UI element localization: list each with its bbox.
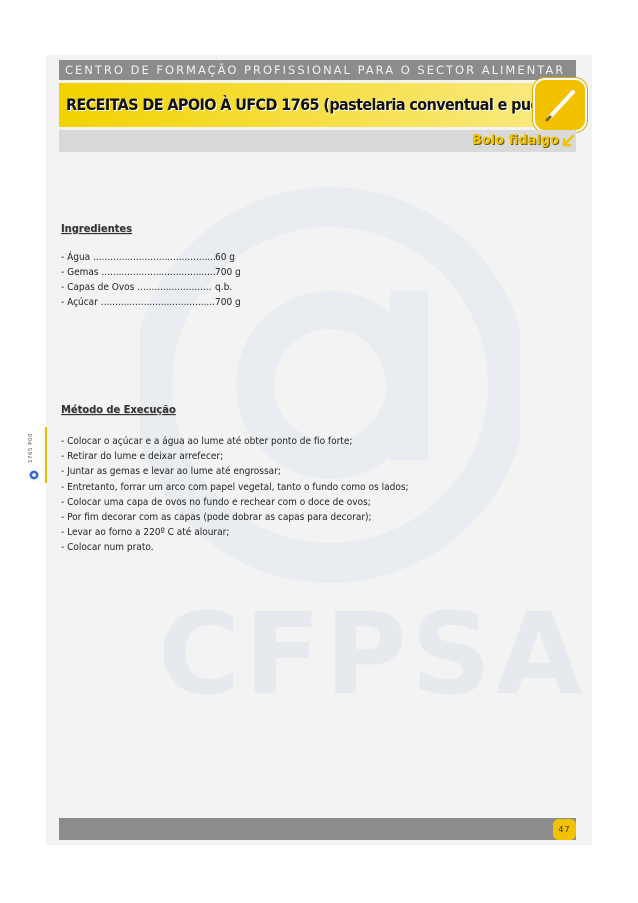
pencil-icon [533,78,587,132]
ingredient-row [61,295,321,310]
method-heading: Método de Execução [61,403,176,416]
method-step: - Levar ao forno a 220º C até alourar; [61,527,230,539]
method-step: - Colocar num prato. [61,542,154,554]
side-code: 1765 P00 [28,432,34,463]
center-name-band: CENTRO DE FORMAÇÃO PROFISSIONAL PARA O SECTOR ALIMENTAR [59,60,576,80]
ingredient-quantity: q.b. [215,282,233,293]
watermark-text: CFPSA [158,590,587,720]
ingredients-list [61,250,321,310]
ingredient-quantity: 700 g [215,267,241,278]
ingredient-row [61,280,321,295]
footer-band [59,818,576,840]
cfpsa-logo-icon [29,470,39,480]
ingredient-row [61,250,321,265]
method-step: - Colocar o açúcar e a água ao lume até obter ponto de fio forte; [61,436,353,447]
method-step: - Entretanto, forrar um arco com papel vegetal, tanto o fundo como os lados; [61,481,409,493]
ingredient-quantity: 60 g [215,252,236,263]
recipe-name: Bolo fidalgo [471,133,559,148]
ingredient-name: - Açúcar ........................................ [61,297,215,308]
page-number: 47 [553,819,576,840]
ingredient-name: - Água ........................................... [61,252,216,263]
ingredient-quantity: 700 g [215,297,241,308]
method-step: - Colocar uma capa de ovos no fundo e rechear com o doce de ovos; [61,496,371,508]
method-step: - Retirar do lume e deixar arrefecer; [61,451,224,463]
method-step: - Juntar as gemas e levar ao lume até engrossar; [61,466,281,478]
document-title: RECEITAS DE APOIO À UFCD 1765 (pastelaria conventual e pudins) [66,95,569,114]
arrow-down-left-icon [561,134,575,148]
ingredient-row [61,265,321,280]
ingredients-heading: Ingredientes [61,222,132,235]
method-step: - Por fim decorar com as capas (pode dobrar as capas para decorar); [61,511,372,523]
ingredient-name: - Gemas ........................................ [61,267,216,278]
ingredient-name: - Capas de Ovos .......................... [61,282,212,293]
side-rule [45,427,47,483]
method-steps [61,434,461,556]
